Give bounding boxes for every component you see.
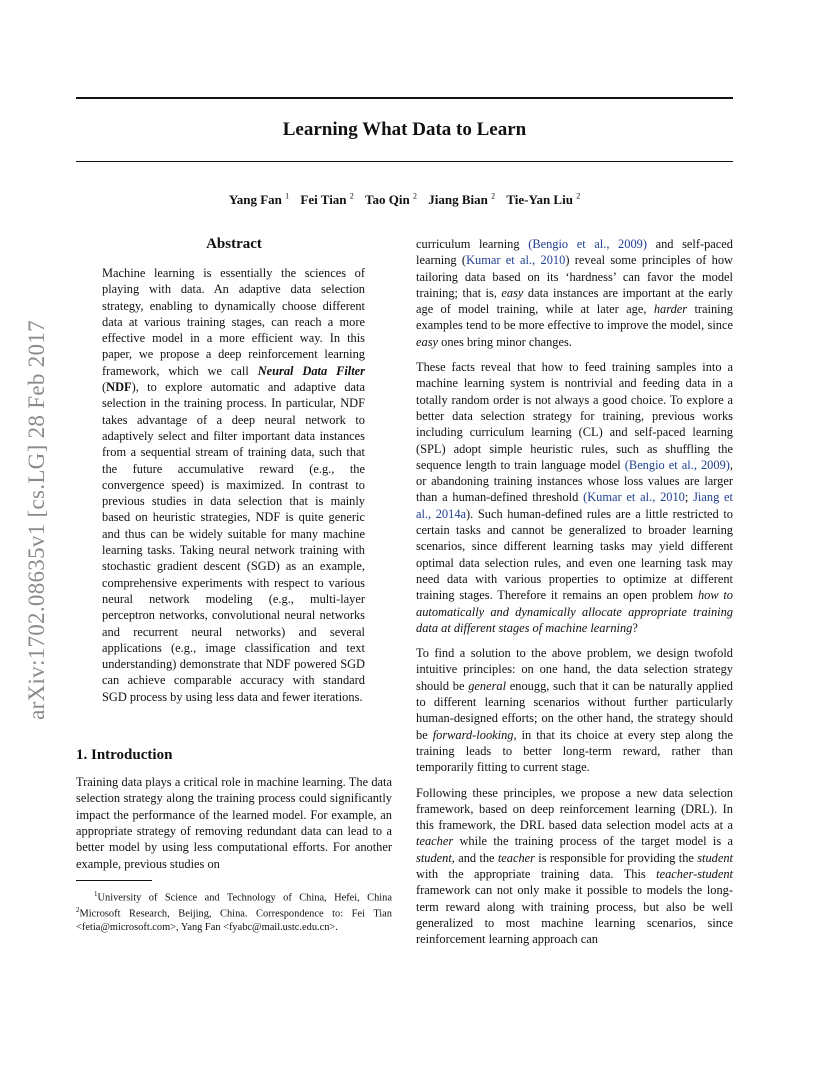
citation-link[interactable]: (Kumar et al., 2010 — [583, 490, 685, 505]
paragraph: curriculum learning (Bengio et al., 2009) and self-paced learning (Kumar et al., 2010) reveal some principles of how tailoring data based on its ‘hardness’ can favor the model training; that is, easy data instances are important at the early age of model training, while at later age, harder training examples tend to be more effective to improve the model, since easy ones bring minor changes. — [416, 237, 734, 349]
footnote-rule — [76, 880, 152, 881]
author: Tie-Yan Liu $^2$ — [506, 192, 581, 208]
author: Jiang Bian $^2$ — [428, 192, 496, 208]
section-heading-introduction: 1. Introduction — [76, 747, 173, 764]
author: Yang Fan $^1$ — [228, 192, 290, 208]
left-column — [76, 236, 392, 934]
abstract-heading: Abstract — [206, 236, 262, 252]
citation-link[interactable]: Kumar et al., 2010 — [466, 253, 566, 268]
right-column — [416, 236, 733, 956]
author: Fei Tian $^2$ — [300, 192, 354, 208]
citation-link[interactable]: Jiang et al., 2014a — [416, 490, 733, 521]
arxiv-identifier: arXiv:1702.08635v1 [cs.LG] 28 Feb 2017 — [24, 320, 49, 720]
title-bottom-rule — [76, 161, 733, 162]
author-list — [76, 192, 733, 208]
paragraph: These facts reveal that how to feed training samples into a machine learning system is nontrivial and feeding data in a totally random order is not always a good choice. To explore a better data selection strategy for training, previous works including curriculum learning (CL) and self-paced learning (SPL) adopt simple heuristic rules, such as shuffling the sequence length to train language model (Bengio et al., 2009), or abandoning training instances whose loss values are larger than a human-defined threshold (Kumar et al., 2010; Jiang et al., 2014a). Such human-defined rules are a little restricted to certain tasks and cannot be generalized to broader learning scenarios, since different learning tasks may yield different optimal data selection rules, and even one learning task may need data with various properties to optimize at different training stages. Therefore it remains an open problem how to automatically and dynamically allocate appropriate training data at different stages of machine learning? — [416, 360, 734, 635]
paper-title: Learning What Data to Learn — [282, 119, 527, 140]
citation-link[interactable]: (Bengio et al., 2009) — [624, 457, 730, 472]
title-top-rule — [76, 97, 733, 99]
paragraph: To find a solution to the above problem, we design twofold intuitive principles: on one hand, the data selection strategy should be general enougg, such that it can be naturally applied to different learning scenarios without further particularly human-designed efforts; on the other hand, the strategy should be forward-looking, in that its choice at every step along the training leads to better long-term reward, rather than temporarily fitting to current stage. — [416, 646, 734, 775]
paragraph: Following these principles, we propose a new data selection framework, based on deep reinforcement learning (DRL). In this framework, the DRL based data selection model acts at a teacher while the training process of the target model is a student, and the teacher is responsible for providing the student with the appropriate training data. This teacher-student framework can not only make it possible to models the long-term reward along with training process, but also be well generalized to most machine learning scenarios, since reinforcement learning approach can — [416, 785, 733, 947]
author: Tao Qin $^2$ — [365, 192, 417, 208]
intro-paragraph: Training data plays a critical role in machine learning. The data selection strategy along the training process could significantly impact the performance of the learned model. For example, an appropriate strategy of removing redundant data can lead to a better model by using less computational efforts. For another example, previous studies on — [76, 775, 392, 871]
citation-link[interactable]: (Bengio et al., 2009) — [528, 237, 647, 251]
affiliation-footnote: $^1$University of Science and Technology of China, Hefei, China $^2$Microsoft Research, Beijing, China. Correspondence to: Fei Tian <fetia@microsoft.com>, Yang Fan <fyabc@mail.ustc.edu.cn>. — [76, 889, 392, 933]
abstract-text: Machine learning is essentially the sciences of playing with data. An adaptive data selection strategy, enabling to dynamically choose different data at various training stages, can reach a more effective model in a more efficient way. In this paper, we propose a deep reinforcement learning framework, which we call Neural Data Filter (NDF), to explore automatic and adaptive data selection in the training process. In particular, NDF takes advantage of a deep neural network to adaptively select and filter important data instances from a sequential stream of training data, such that the future accumulative reward (e.g., the convergence speed) is maximized. In contrast to previous studies in data selection that is mainly based on heuristic strategies, NDF is quite generic and thus can be widely suitable for many machine learning tasks. Taking neural network training with stochastic gradient descent (SGD) as an example, comprehensive experiments with respect to various neural network modeling (e.g., multi-layer perceptron networks, convolutional neural networks and recurrent neural networks) and several applications (e.g., image classification and text understanding) demonstrate that NDF powered SGD can achieve comparable accuracy with standard SGD process by using less data and fewer iterations. — [102, 266, 365, 704]
